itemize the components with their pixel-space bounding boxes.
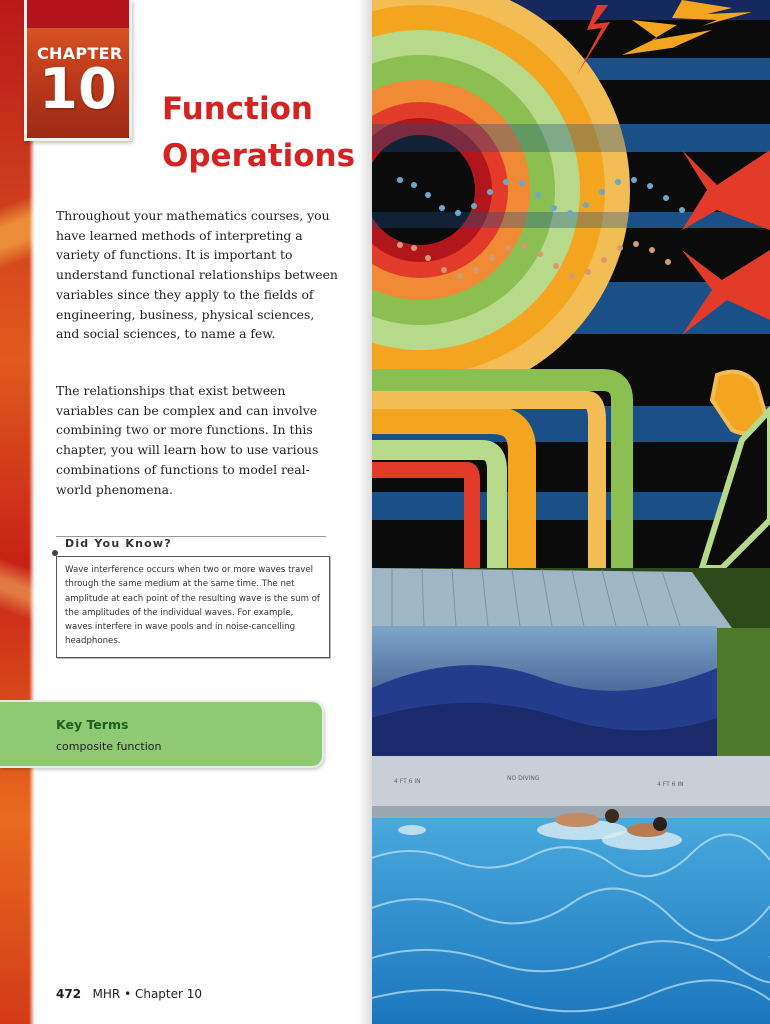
- chapter-title: [162, 86, 362, 180]
- wave-pool-photo: [372, 568, 770, 1024]
- key-term-item: composite function: [56, 740, 162, 753]
- no-diving-sign: NO DIVING: [507, 775, 540, 782]
- chapter-tab: [24, 0, 132, 141]
- did-you-know-heading: [56, 536, 326, 550]
- key-terms-title: Key Terms: [56, 717, 129, 732]
- depth-sign-right: 4 FT 6 IN: [657, 781, 684, 788]
- abstract-art-image: [372, 0, 770, 568]
- did-you-know-label: Did You Know?: [65, 537, 172, 550]
- chapter-label: CHAPTER: [37, 44, 123, 63]
- intro-paragraph-2: The relationships that exist between variables can be complex and can involve combining two or more functions. In this chapter, you will learn how to use various combinations of functions to model real-world phenomena.: [56, 383, 319, 497]
- page-gutter: [358, 0, 372, 1024]
- intro-paragraph-1: Throughout your mathematics courses, you have learned methods of interpreting a variety of functions. It is important to understand functional relationships between variables since they apply to the fields of engineering, business, physical sciences, and social sciences, to name a few.: [56, 208, 338, 342]
- depth-sign-left: 4 FT 6 IN: [394, 778, 421, 785]
- page-footer: [56, 987, 202, 1001]
- page-number: 472: [56, 987, 82, 1001]
- chapter-number: 10: [39, 57, 117, 122]
- chapter-title-line1: Function: [162, 91, 313, 127]
- footer-source: MHR • Chapter 10: [92, 987, 203, 1001]
- chapter-title-line2: Operations: [162, 138, 356, 174]
- did-you-know-box: Wave interference occurs when two or more waves travel through the same medium at the same time. The net amplitude at each point of the resulting wave is the sum of the amplitudes of the individual waves. For example, waves interfere in wave pools and in noise-cancelling headphones.: [56, 556, 330, 658]
- chapter-tab-band: [27, 0, 129, 28]
- decorative-left-strip: [0, 0, 34, 1024]
- key-terms-box: [0, 700, 324, 768]
